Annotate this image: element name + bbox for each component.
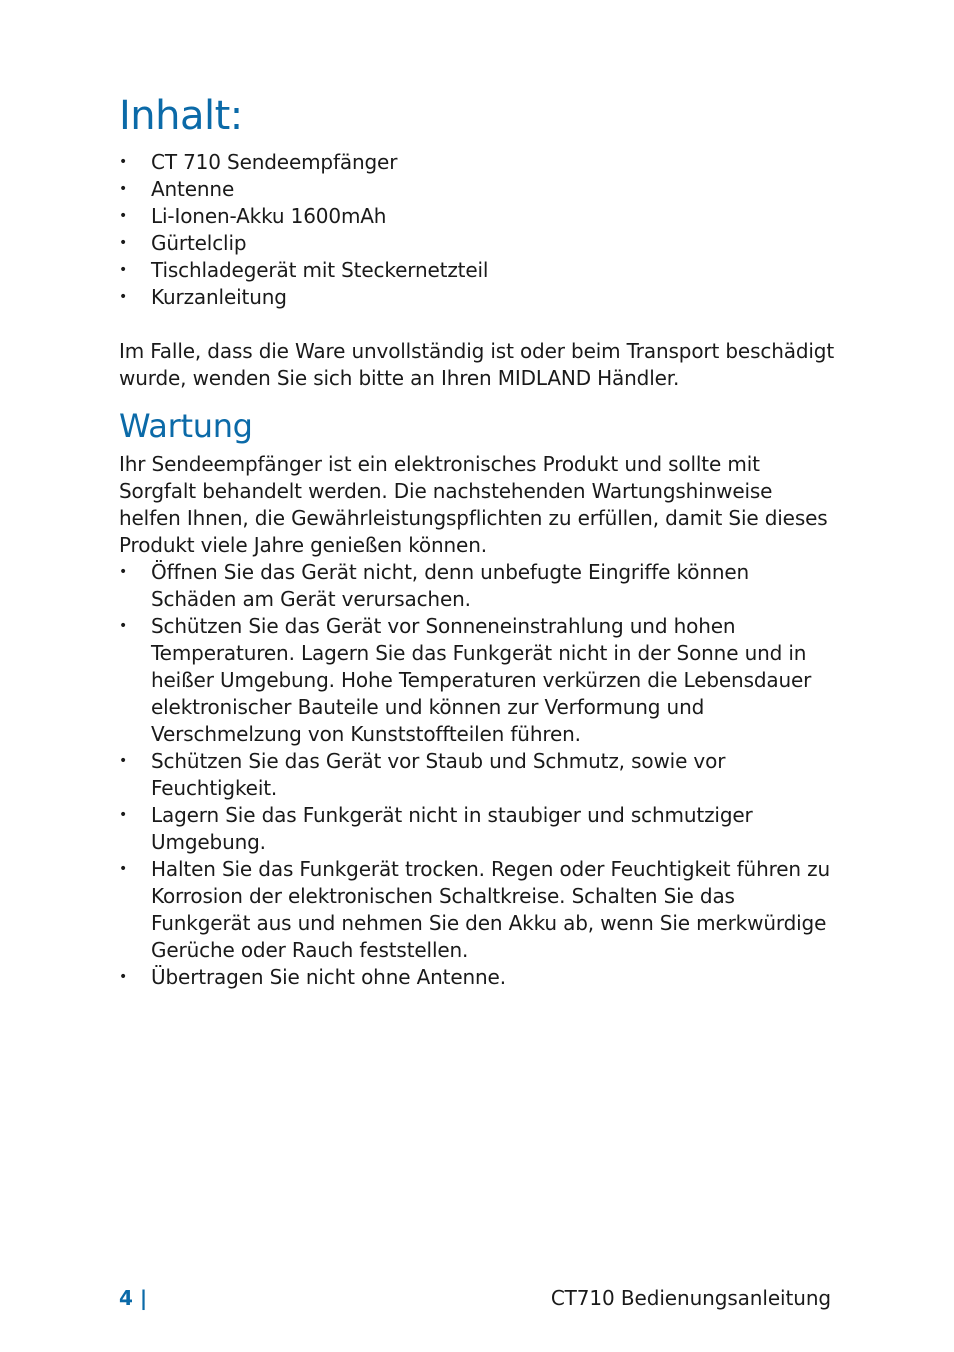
list-item-text: Öffnen Sie das Gerät nicht, denn unbefugte Eingriffe können Schäden am Gerät verursachen. <box>151 560 750 611</box>
list-item <box>119 559 839 613</box>
list-item-text: Gürtelclip <box>151 231 247 255</box>
list-item <box>119 748 839 802</box>
list-item <box>119 802 839 856</box>
bullet-icon: • <box>119 289 128 305</box>
list-item <box>119 149 839 176</box>
bullet-icon: • <box>119 861 128 877</box>
bullet-icon: • <box>119 208 128 224</box>
bullet-icon: • <box>119 262 128 278</box>
contents-list <box>119 149 839 311</box>
list-item-text: Li-Ionen-Akku 1600mAh <box>151 204 387 228</box>
incomplete-delivery-note: Im Falle, dass die Ware unvollständig ist oder beim Transport beschädigt wurde, wenden Sie sich bitte an Ihren MIDLAND Händler. <box>119 339 835 390</box>
page-content <box>119 92 839 991</box>
list-item <box>119 203 839 230</box>
list-item-text: Lagern Sie das Funkgerät nicht in staubiger und schmutziger Umgebung. <box>151 803 753 854</box>
footer-document-title: CT710 Bedienungsanleitung <box>550 1286 831 1310</box>
bullet-icon: • <box>119 235 128 251</box>
list-item <box>119 284 839 311</box>
page-title: Inhalt: <box>119 93 243 139</box>
list-item-text: Übertragen Sie nicht ohne Antenne. <box>151 965 506 989</box>
list-item-text: Schützen Sie das Gerät vor Sonneneinstrahlung und hohen Temperaturen. Lagern Sie das Funkgerät nicht in der Sonne und in heißer Umgebung. Hohe Temperaturen verkürzen die Lebensdauer elektronischer Bauteile und können zur Verformung und Verschmelzung von Kunststoffteilen führen. <box>151 614 812 746</box>
list-item <box>119 964 839 991</box>
bullet-icon: • <box>119 618 128 634</box>
bullet-icon: • <box>119 807 128 823</box>
list-item <box>119 176 839 203</box>
list-item-text: Antenne <box>151 177 235 201</box>
list-item <box>119 230 839 257</box>
list-item <box>119 856 839 964</box>
footer-page-number: 4 | <box>119 1286 148 1310</box>
list-item-text: Kurzanleitung <box>151 285 287 309</box>
list-item-text: CT 710 Sendeempfänger <box>151 150 398 174</box>
bullet-icon: • <box>119 969 128 985</box>
list-item-text: Halten Sie das Funkgerät trocken. Regen oder Feuchtigkeit führen zu Korrosion der elektronischen Schaltkreise. Schalten Sie das Funkgerät aus und nehmen Sie den Akku ab, wenn Sie merkwürdige Gerüche oder Rauch feststellen. <box>151 857 830 962</box>
list-item <box>119 613 839 748</box>
bullet-icon: • <box>119 564 128 580</box>
bullet-icon: • <box>119 753 128 769</box>
maintenance-intro: Ihr Sendeempfänger ist ein elektronisches Produkt und sollte mit Sorgfalt behandelt werden. Die nachstehenden Wartungshinweise helfen Ihnen, die Gewährleistungspflichten zu erfüllen, damit Sie dieses Produkt viele Jahre genießen können. <box>119 452 828 557</box>
maintenance-list <box>119 559 839 991</box>
bullet-icon: • <box>119 154 128 170</box>
list-item <box>119 257 839 284</box>
bullet-icon: • <box>119 181 128 197</box>
list-item-text: Tischladegerät mit Steckernetzteil <box>151 258 489 282</box>
list-item-text: Schützen Sie das Gerät vor Staub und Schmutz, sowie vor Feuchtigkeit. <box>151 749 726 800</box>
section-heading-maintenance: Wartung <box>119 407 253 445</box>
